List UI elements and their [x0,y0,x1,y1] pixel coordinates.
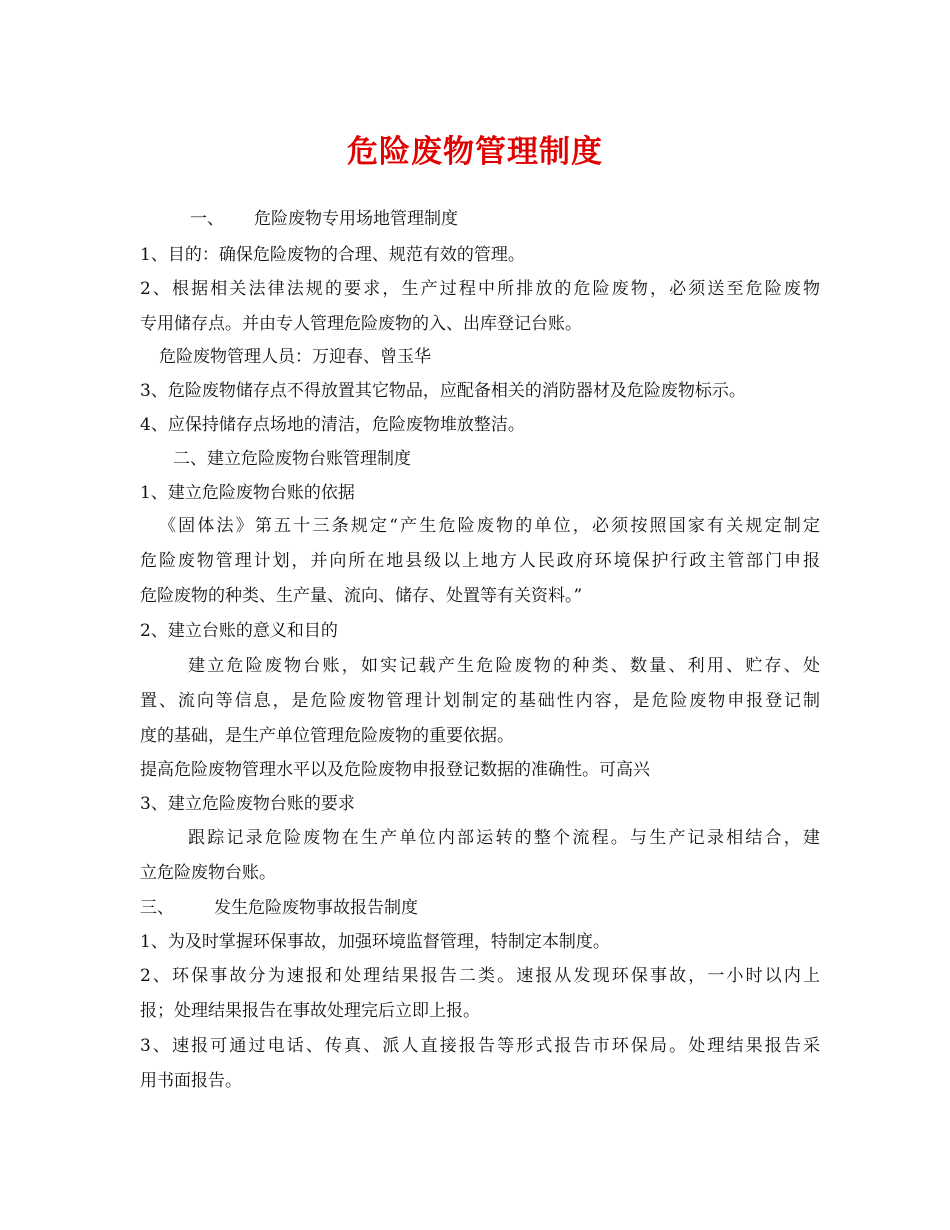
section3-item1: 1、为及时掌握环保事故，加强环境监督管理，特制定本制度。 [140,932,610,952]
section1-item2-line2: 专用储存点。并由专人管理危险废物的入、出库登记台账。 [140,314,582,334]
section1-item2-line1: 2、根据相关法律法规的要求，生产过程中所排放的危险废物，必须送至危险废物 [140,279,820,299]
section1-heading [190,207,870,231]
section3-item3-line2: 用书面报告。 [140,1071,242,1091]
section3-title: 发生危险废物事故报告制度 [214,898,418,918]
section2-item1: 1、建立危险废物台账的依据 [140,483,355,503]
section3-heading [140,896,820,920]
section2-purpose-line1: 建立危险废物台账，如实记载产生危险废物的种类、数量、利用、贮存、处 [188,656,820,676]
section3-item3-line1: 3、速报可通过电话、传真、派人直接报告等形式报告市环保局。处理结果报告采 [140,1036,820,1056]
section2-quote-line3: 危险废物的种类、生产量、流向、储存、处置等有关资料。” [140,586,583,606]
section2-purpose-line3: 度的基础，是生产单位管理危险废物的重要依据。 [140,726,514,746]
section1-number: 一、 [190,209,224,229]
section1-item4: 4、应保持储存点场地的清洁，危险废物堆放整洁。 [140,415,525,435]
section1-item3: 3、危险废物储存点不得放置其它物品，应配备相关的消防器材及危险废物标示。 [140,381,746,401]
section1-item1: 1、目的：确保危险废物的合理、规范有效的管理。 [140,245,525,265]
section2-heading: 二、建立危险废物台账管理制度 [173,449,411,469]
section2-item2: 2、建立台账的意义和目的 [140,621,338,641]
section2-purpose-line4: 提高危险废物管理水平以及危险废物申报登记数据的准确性。可高兴 [140,760,650,780]
section2-quote-line1: 《固体法》第五十三条规定“产生危险废物的单位，必须按照国家有关规定制定 [159,516,820,536]
document-title: 危险废物管理制度 [347,134,603,170]
section1-title: 危险废物专用场地管理制度 [254,209,458,229]
section3-item2-line2: 报；处理结果报告在事故处理完后立即上报。 [140,1001,480,1021]
section3-number: 三、 [140,898,174,918]
section2-purpose-line2: 置、流向等信息，是危险废物管理计划制定的基础性内容，是危险废物申报登记制 [140,691,820,711]
section2-req-line1: 跟踪记录危险废物在生产单位内部运转的整个流程。与生产记录相结合，建 [188,828,820,848]
section3-item2-line1: 2、环保事故分为速报和处理结果报告二类。速报从发现环保事故，一小时以内上 [140,966,820,986]
section2-quote-line2: 危险废物管理计划，并向所在地县级以上地方人民政府环境保护行政主管部门申报 [140,551,820,571]
section2-item3: 3、建立危险废物台账的要求 [140,794,355,814]
section2-req-line2: 立危险废物台账。 [140,863,276,883]
section1-personnel: 危险废物管理人员：万迎春、曾玉华 [159,347,431,367]
